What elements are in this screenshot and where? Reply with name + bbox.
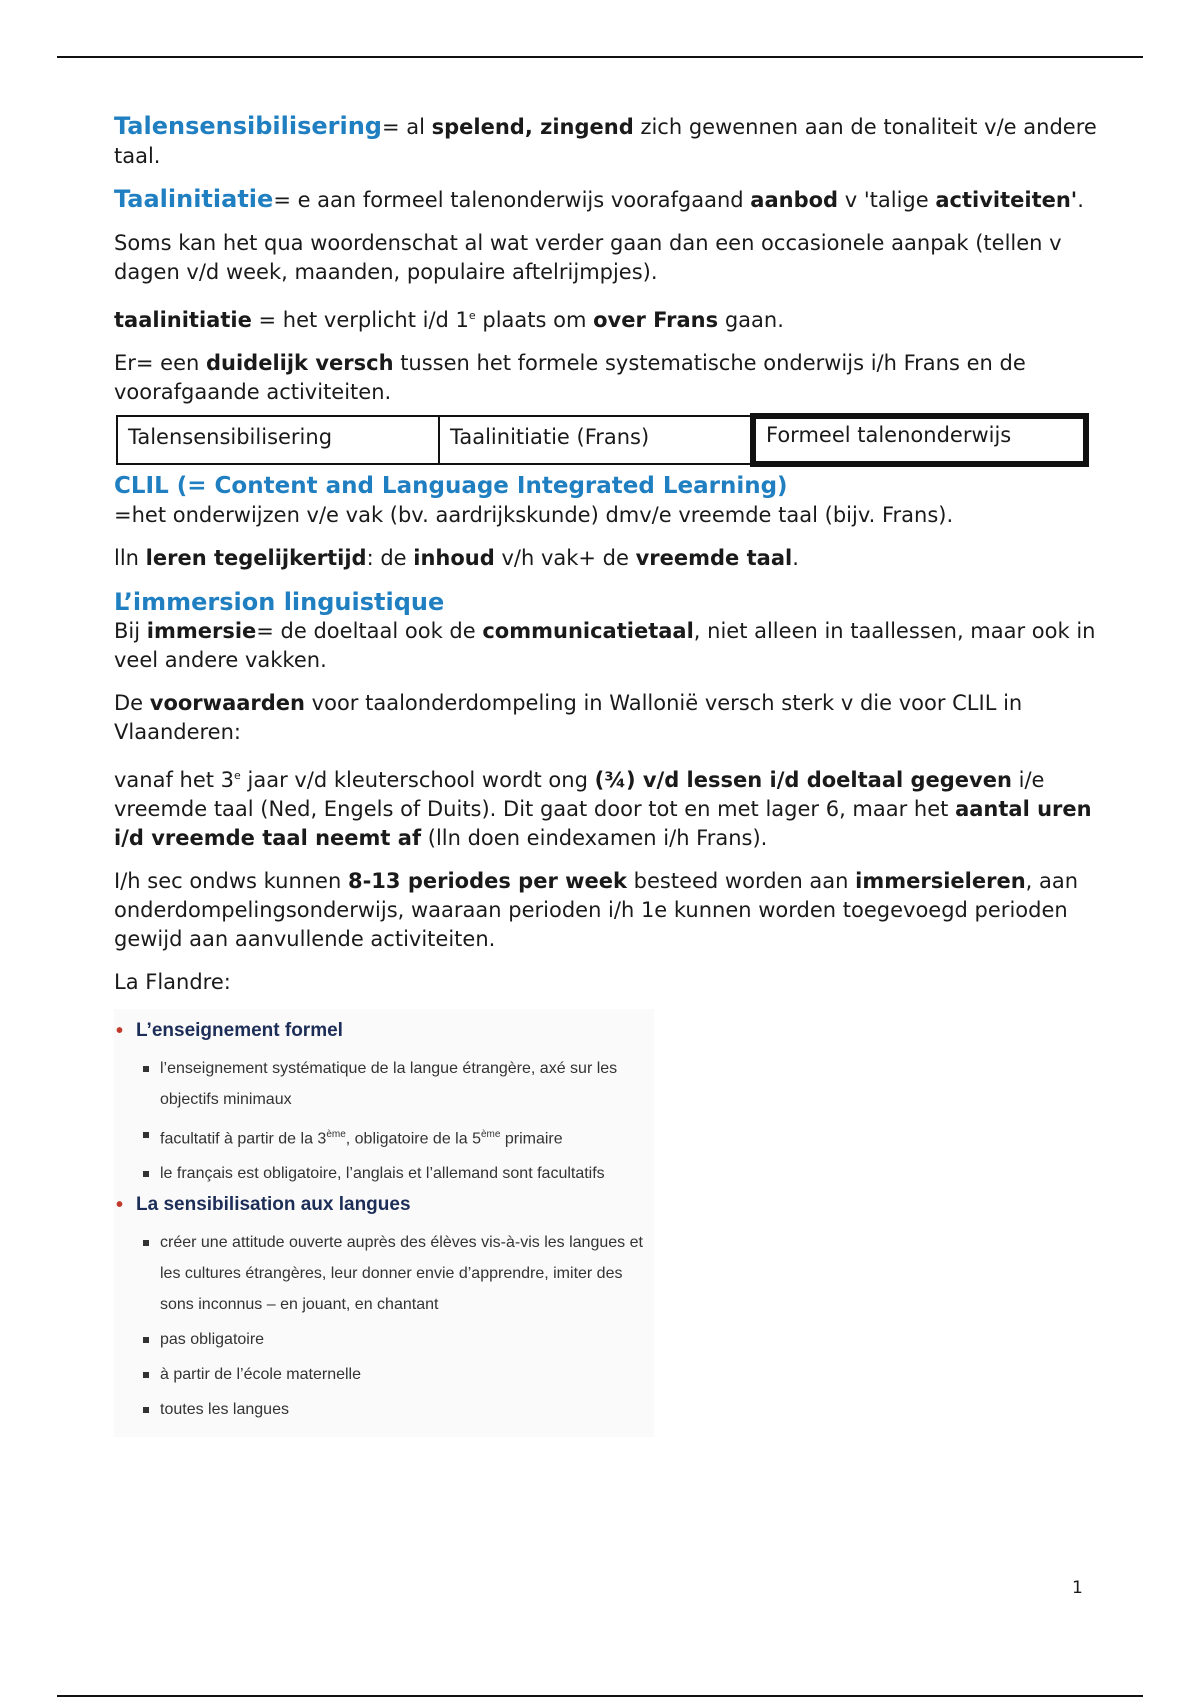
red-bullet-icon: • bbox=[116, 1020, 124, 1042]
footer-rule bbox=[57, 1695, 1143, 1697]
immersion-paragraph-4: I/h sec ondws kunnen 8-13 periodes per week besteed worden aan immersieleren, aan onderdompelingsonderwijs, waaraan perioden i/h 1e kunnen worden toegevoegd perioden gewijd aan aanvullende activiteiten. bbox=[114, 869, 1079, 951]
term-taalinitiatie: Taalinitiatie bbox=[114, 185, 274, 213]
list-item: facultatif à partir de la 3ème, obligatoire de la 5ème primaire bbox=[160, 1119, 654, 1154]
list-item: toutes les langues bbox=[160, 1394, 654, 1425]
page-number: 1 bbox=[1072, 1578, 1083, 1598]
term-talensensibilisering: Talensensibilisering bbox=[114, 112, 382, 140]
table-cell-formeel: Formeel talenonderwijs bbox=[753, 416, 1086, 464]
flanders-inset-image bbox=[114, 1009, 654, 1437]
list-item: l’enseignement systématique de la langue étrangère, axé sur les objectifs minimaux bbox=[160, 1053, 654, 1115]
immersion-paragraph-3: vanaf het 3e jaar v/d kleuterschool wordt ong (¾) v/d lessen i/d doeltaal gegeven i/e vreemde taal (Ned, Engels of Duits). Dit gaat door tot en met lager 6, maar het aantal uren i/d vreemde taal neemt af (lln doen eindexamen i/h Frans). bbox=[114, 768, 1092, 850]
immersion-paragraph-2: De voorwaarden voor taalonderdompeling in Wallonië versch sterk v die voor CLIL in Vlaanderen: bbox=[114, 691, 1023, 744]
la-flandre-label: La Flandre: bbox=[114, 970, 231, 994]
paragraph-talensensibilisering: Talensensibilisering= al spelend, zingend zich gewennen aan de tonaliteit v/e andere taal. bbox=[114, 112, 1097, 168]
document-body bbox=[114, 112, 1114, 1437]
square-bullet-icon bbox=[143, 1372, 149, 1378]
clil-definition: =het onderwijzen v/e vak (bv. aardrijkskunde) dmv/e vreemde taal (bijv. Frans). bbox=[114, 503, 954, 527]
square-bullet-icon bbox=[143, 1407, 149, 1413]
language-levels-table bbox=[116, 413, 1089, 467]
square-bullet-icon bbox=[143, 1132, 149, 1138]
clil-paragraph: lln leren tegelijkertijd: de inhoud v/h vak+ de vreemde taal. bbox=[114, 546, 799, 570]
inset-section-formel: • L’enseignement formel bbox=[116, 1020, 343, 1042]
red-bullet-icon: • bbox=[116, 1194, 124, 1217]
square-bullet-icon bbox=[143, 1171, 149, 1177]
square-bullet-icon bbox=[143, 1240, 149, 1246]
table-cell-taalinitiatie: Taalinitiatie (Frans) bbox=[439, 416, 753, 464]
inset-list-formel bbox=[114, 1053, 654, 1189]
inset-list-sensibilisation bbox=[114, 1227, 654, 1425]
paragraph-versch: Er= een duidelijk versch tussen het formele systematische onderwijs i/h Frans en de voorafgaande activiteiten. bbox=[114, 351, 1026, 404]
table-row bbox=[117, 416, 1086, 464]
paragraph-verplicht: taalinitiatie = het verplicht i/d 1e plaats om over Frans gaan. bbox=[114, 308, 784, 332]
list-item: le français est obligatoire, l’anglais et l’allemand sont facultatifs bbox=[160, 1158, 654, 1189]
paragraph-taalinitiatie: Taalinitiatie= e aan formeel talenonderwijs voorafgaand aanbod v 'talige activiteiten'. bbox=[114, 185, 1084, 213]
inset-section-sensibilisation: • La sensibilisation aux langues bbox=[116, 1194, 411, 1217]
header-rule bbox=[57, 56, 1143, 58]
list-item: à partir de l’école maternelle bbox=[160, 1359, 654, 1390]
square-bullet-icon bbox=[143, 1337, 149, 1343]
paragraph-woordenschat: Soms kan het qua woordenschat al wat verder gaan dan een occasionele aanpak (tellen v dagen v/d week, maanden, populaire aftelrijmpjes). bbox=[114, 231, 1062, 284]
table-cell-talensensibilisering: Talensensibilisering bbox=[117, 416, 439, 464]
clil-heading: CLIL (= Content and Language Integrated Learning) bbox=[114, 473, 788, 499]
immersion-heading: L’immersion linguistique bbox=[114, 588, 445, 616]
immersion-paragraph-1: Bij immersie= de doeltaal ook de communicatietaal, niet alleen in taallessen, maar ook in veel andere vakken. bbox=[114, 619, 1096, 672]
list-item: créer une attitude ouverte auprès des élèves vis-à-vis les langues et les cultures étrangères, leur donner envie d’apprendre, imiter des sons inconnus – en jouant, en chantant bbox=[160, 1227, 654, 1320]
list-item: pas obligatoire bbox=[160, 1324, 654, 1355]
square-bullet-icon bbox=[143, 1066, 149, 1072]
